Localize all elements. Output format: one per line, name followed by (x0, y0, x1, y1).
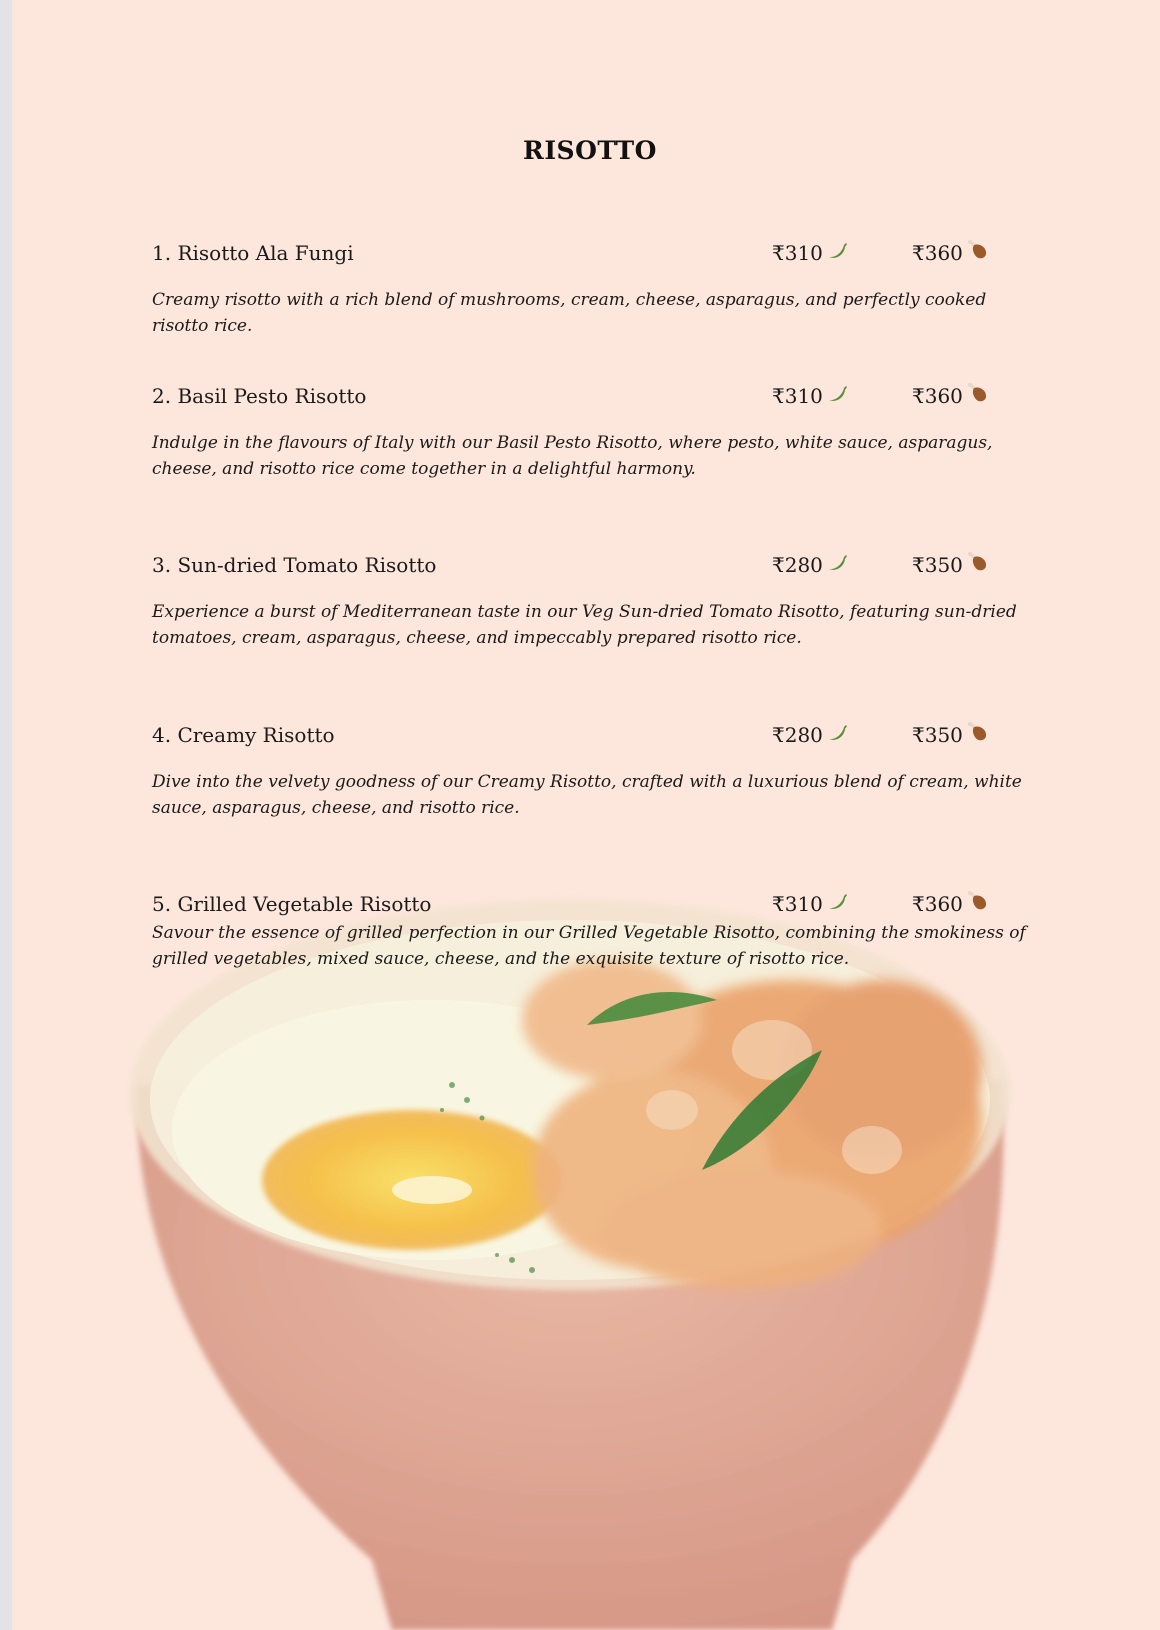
item-name: 3. Sun-dried Tomato Risotto (152, 553, 437, 577)
menu-item (152, 553, 1032, 651)
page-title: RISOTTO (523, 136, 657, 165)
veg-price: ₹310 (772, 892, 850, 916)
menu-item-header (152, 553, 1032, 587)
chicken-leg-icon (966, 889, 990, 913)
nonveg-price: ₹360 (912, 384, 990, 408)
menu-item-header (152, 892, 1032, 926)
menu-item-header (152, 241, 1032, 275)
veg-price: ₹280 (772, 723, 850, 747)
item-name: 5. Grilled Vegetable Risotto (152, 892, 432, 916)
item-description: Indulge in the flavours of Italy with our Basil Pesto Risotto, where pesto, white sauce, asparagus, cheese, and risotto rice come together in a delightful harmony. (152, 433, 993, 479)
menu-item (152, 892, 1032, 972)
chicken-leg-icon (966, 550, 990, 574)
chicken-leg-icon (966, 381, 990, 405)
chicken-leg-icon (966, 720, 990, 744)
green-chili-icon (826, 550, 850, 574)
item-description: Creamy risotto with a rich blend of mushrooms, cream, cheese, asparagus, and perfectly cooked risotto rice. (152, 290, 987, 336)
item-name: 1. Risotto Ala Fungi (152, 241, 354, 265)
item-description: Experience a burst of Mediterranean taste in our Veg Sun-dried Tomato Risotto, featuring sun-dried tomatoes, cream, asparagus, cheese, and impeccably prepared risotto rice. (152, 602, 1017, 648)
chicken-leg-icon (966, 238, 990, 262)
item-description: Dive into the velvety goodness of our Creamy Risotto, crafted with a luxurious blend of cream, white sauce, asparagus, cheese, and risotto rice. (152, 772, 1022, 818)
green-chili-icon (826, 889, 850, 913)
menu-item (152, 723, 1032, 821)
menu-item (152, 384, 1032, 482)
nonveg-price: ₹360 (912, 892, 990, 916)
nonveg-price: ₹360 (912, 241, 990, 265)
item-name: 2. Basil Pesto Risotto (152, 384, 367, 408)
veg-price: ₹280 (772, 553, 850, 577)
nonveg-price: ₹350 (912, 553, 990, 577)
green-chili-icon (826, 238, 850, 262)
green-chili-icon (826, 720, 850, 744)
nonveg-price: ₹350 (912, 723, 990, 747)
green-chili-icon (826, 381, 850, 405)
menu-item-header (152, 384, 1032, 418)
veg-price: ₹310 (772, 241, 850, 265)
item-name: 4. Creamy Risotto (152, 723, 335, 747)
menu-item-header (152, 723, 1032, 757)
menu-item (152, 241, 1032, 339)
menu-page (12, 0, 1160, 1630)
item-description: Savour the essence of grilled perfection in our Grilled Vegetable Risotto, combining the smokiness of grilled vegetables, mixed sauce, cheese, and the exquisite texture of risotto rice. (152, 923, 1026, 969)
veg-price: ₹310 (772, 384, 850, 408)
